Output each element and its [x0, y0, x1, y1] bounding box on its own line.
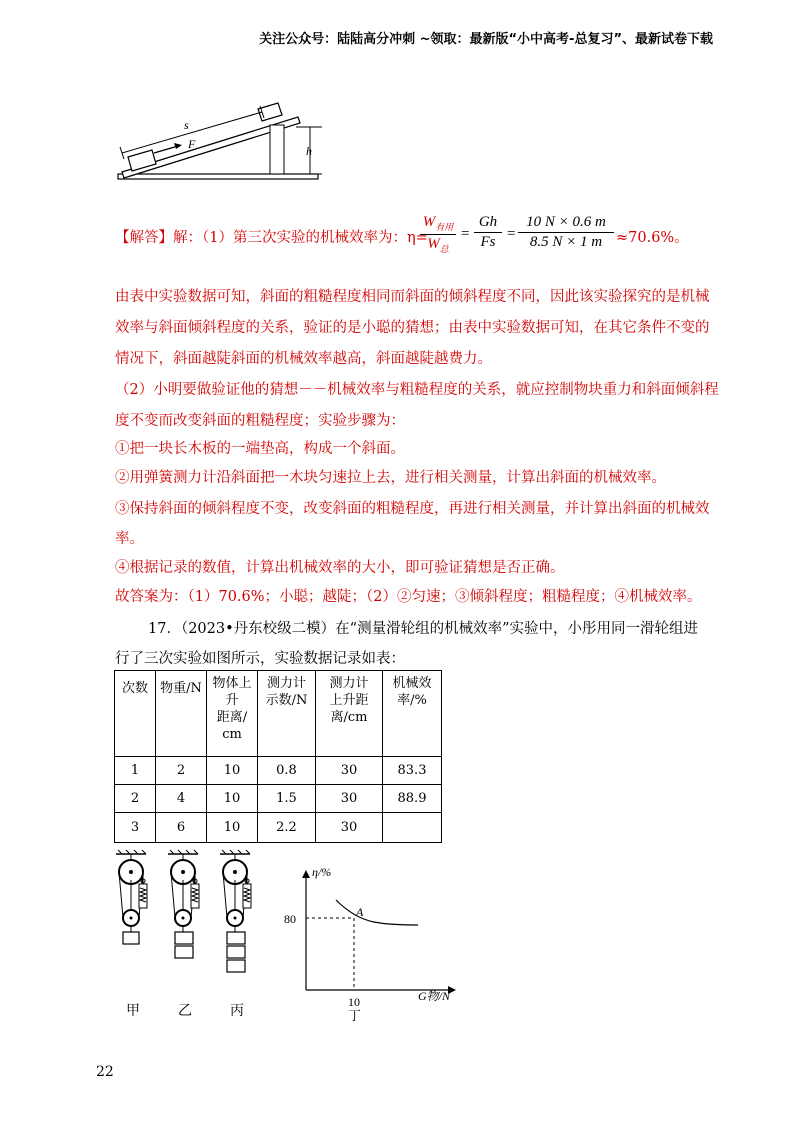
question-17-line2: 行了三次实验如图所示，实验数据记录如表： — [115, 651, 405, 667]
graph-caption: 丁 — [348, 1009, 362, 1024]
answer-step: ①把一块长木板的一端垫高，构成一个斜面。 — [115, 441, 405, 457]
label-yi: 乙 — [178, 1003, 192, 1019]
label-bing: 丙 — [230, 1003, 244, 1019]
point-a-label: A — [356, 905, 364, 919]
final-answer: 故答案为：（1）70.6%；小聪；越陡；（2）②匀速；③倾斜程度；粗糙程度；④机械效率。 — [115, 589, 702, 605]
table-header-row — [115, 671, 442, 757]
efficiency-graph — [284, 862, 475, 1024]
pulley-figures — [112, 850, 282, 1025]
page-number: 22 — [96, 1064, 114, 1080]
data-table — [114, 670, 442, 843]
label-F: F — [188, 137, 196, 151]
header-weight: 物重/N — [156, 671, 207, 757]
answer-intro: 解：（1）第三次实验的机械效率为：η= — [173, 230, 428, 246]
label-h: h — [306, 144, 312, 158]
y-axis-label: η/% — [312, 865, 332, 879]
header-object-rise: 物体上 升 距离/ cm — [207, 671, 258, 757]
formula-result: ≈70.6%。 — [616, 230, 689, 246]
x-tick-10: 10 — [348, 995, 360, 1009]
header-meter-reading: 测力计 示数/N — [258, 671, 316, 757]
header-meter-distance: 测力计 上升距 离/cm — [316, 671, 383, 757]
table-row: 2 4 10 1.5 30 88.9 — [115, 785, 442, 813]
answer-step: ③保持斜面的倾斜程度不变，改变斜面的粗糙程度，再进行相关测量，并计算出斜面的机械效 — [115, 501, 710, 517]
answer-line: 效率与斜面倾斜程度的关系，验证的是小聪的猜想；由表中实验数据可知，在其它条件不变的 — [115, 320, 710, 336]
answer-line: 度不变而改变斜面的粗糙程度；实验步骤为： — [115, 413, 405, 429]
answer-step: ②用弹簧测力计沿斜面把一木块匀速拉上去，进行相关测量，计算出斜面的机械效率。 — [115, 470, 666, 486]
formula-eq-2: = — [506, 226, 517, 242]
y-tick-80: 80 — [284, 912, 296, 926]
table-row: 1 2 10 0.8 30 83.3 — [115, 757, 442, 785]
header-count: 次数 — [115, 671, 156, 757]
label-s: s — [184, 118, 189, 132]
header-note: 关注公众号：陆陆高分冲刺 ~领取：最新版“小中高考-总复习”、最新试卷下载 — [259, 32, 713, 47]
efficiency-curve — [336, 900, 418, 925]
x-axis-label: G物/N — [418, 989, 451, 1003]
formula-eq-1: = — [460, 226, 471, 242]
answer-step: 率。 — [115, 531, 144, 547]
answer-line: 由表中实验数据可知，斜面的粗糙程度相同而斜面的倾斜程度不同，因此该实验探究的是机械 — [115, 289, 710, 305]
table-row: 3 6 10 2.2 30 — [115, 813, 442, 843]
answer-step: ④根据记录的数值，计算出机械效率的大小，即可验证猜想是否正确。 — [115, 560, 565, 576]
answer-first-line — [115, 226, 428, 247]
label-jia: 甲 — [126, 1003, 140, 1019]
answer-line: 情况下，斜面越陡斜面的机械效率越高，斜面越陡越费力。 — [115, 351, 492, 367]
header-efficiency: 机械效 率/% — [383, 671, 442, 757]
answer-line: （2）小明要做验证他的猜想－－机械效率与粗糙程度的关系，就应控制物块重力和斜面倾斜程 — [115, 382, 719, 398]
incline-figure — [110, 95, 330, 190]
question-17-line1: 17．（2023•丹东校级二模）在“测量滑轮组的机械效率”实验中，小彤用同一滑轮组进 — [148, 621, 698, 637]
answer-tag: 【解答】 — [115, 230, 173, 246]
